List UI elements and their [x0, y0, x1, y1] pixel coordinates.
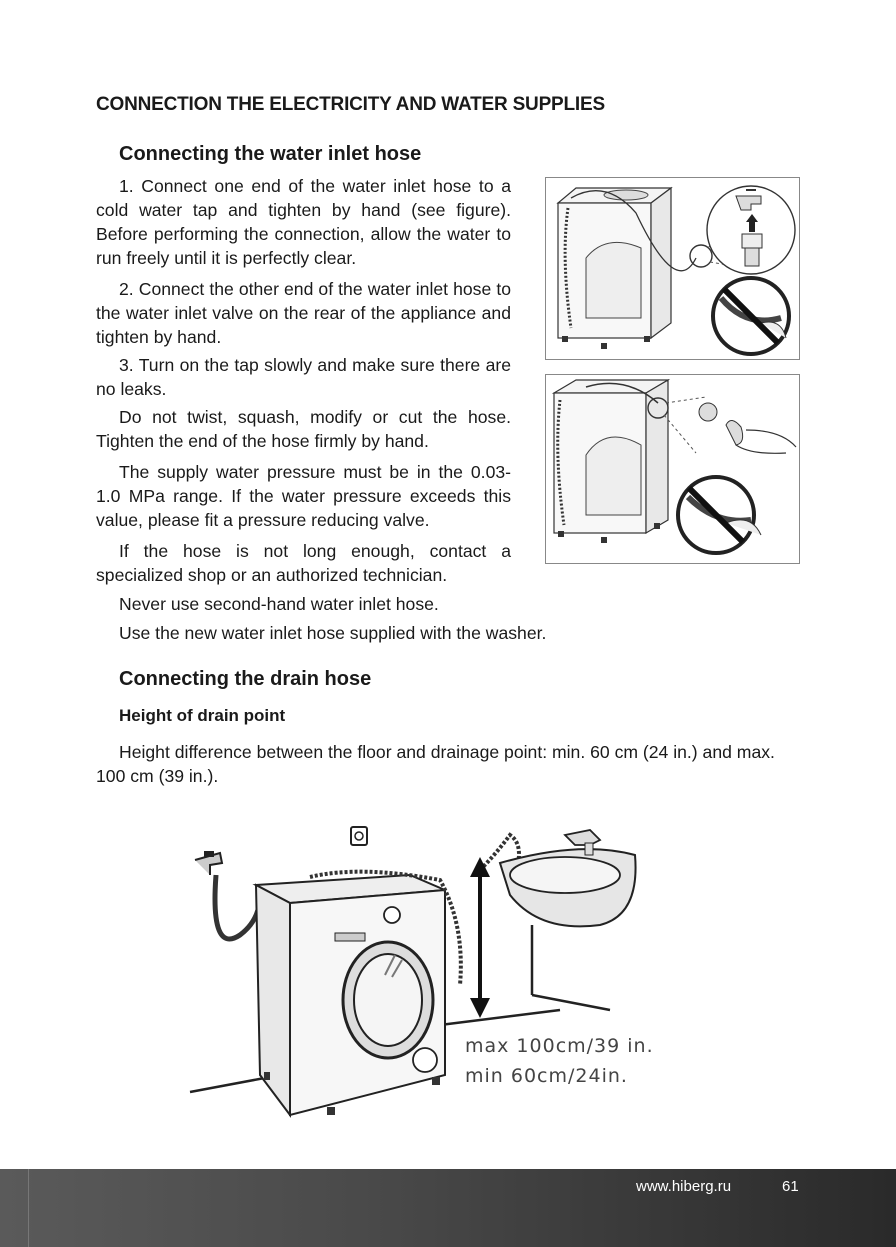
inlet-paragraph-5: The supply water pressure must be in the 0.03-1.0 MPa range. If the water pressure exceeds this value, please fit a pressure reducing valve. [96, 462, 511, 530]
inlet-paragraph-8: Use the new water inlet hose supplied with the washer. [119, 623, 547, 643]
footer-bar [0, 1169, 896, 1247]
drain-height-illustration [180, 815, 680, 1125]
inlet-paragraph-2: 2. Connect the other end of the water inlet hose to the water inlet valve on the rear of the appliance and tighten by hand. [96, 279, 511, 347]
page-number: 61 [782, 1178, 799, 1195]
min-height-label: min 60cm/24in. [465, 1065, 628, 1087]
max-height-label: max 100cm/39 in. [465, 1035, 654, 1057]
drain-subtitle: Height of drain point [119, 706, 286, 725]
inlet-paragraph-4: Do not twist, squash, modify or cut the hose. Tighten the end of the hose firmly by hand. [96, 407, 511, 451]
socket-icon [351, 827, 367, 845]
inlet-paragraph-7: Never use second-hand water inlet hose. [119, 594, 439, 614]
inlet-paragraph-1: 1. Connect one end of the water inlet hose to a cold water tap and tighten by hand (see figure). Before performing the connection, allow the water to run freely until it is perfectly clear. [96, 176, 511, 268]
inlet-paragraph-6: If the hose is not long enough, contact a specialized shop or an authorized technician. [96, 541, 511, 585]
tap-connection-figure [545, 177, 800, 360]
footer-url[interactable]: www.hiberg.ru [636, 1178, 732, 1195]
valve-connection-figure [545, 374, 800, 564]
drain-section-title: Connecting the drain hose [119, 668, 372, 690]
page-heading: CONNECTION THE ELECTRICITY AND WATER SUPPLIES [96, 94, 605, 115]
inlet-paragraph-3: 3. Turn on the tap slowly and make sure there are no leaks. [96, 355, 511, 399]
drain-paragraph: Height difference between the floor and drainage point: min. 60 cm (24 in.) and max. 100 cm (39 in.). [96, 742, 775, 786]
inlet-section-title: Connecting the water inlet hose [119, 143, 422, 165]
footer-divider [28, 1169, 29, 1247]
